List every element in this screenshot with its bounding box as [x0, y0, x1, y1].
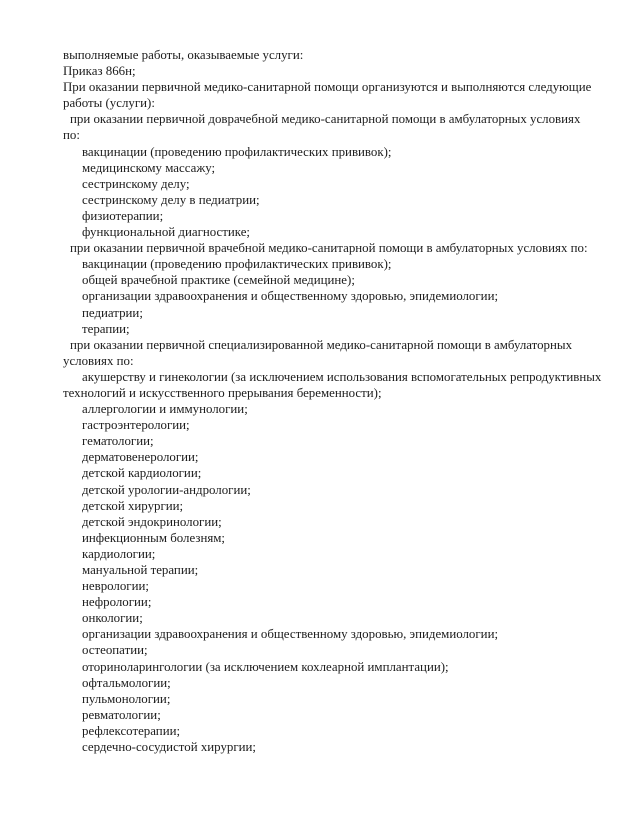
document-line: ревматологии; — [82, 707, 161, 722]
document-line: технологий и искусственного прерывания беременности); — [63, 385, 382, 400]
document-line: общей врачебной практике (семейной медицине); — [82, 273, 355, 288]
document-line: терапии; — [82, 321, 130, 336]
document-line: детской кардиологии; — [82, 466, 202, 481]
document-line: физиотерапии; — [82, 208, 164, 223]
document-line: гематологии; — [82, 434, 154, 449]
document-line: организации здравоохранения и общественному здоровью, эпидемиологии; — [82, 627, 499, 642]
document-line: кардиологии; — [82, 546, 156, 561]
document-line: оториноларингологии (за исключением кохлеарной имплантации); — [82, 659, 449, 674]
document-line: организации здравоохранения и общественному здоровью, эпидемиологии; — [82, 289, 499, 304]
document-line: вакцинации (проведению профилактических прививок); — [82, 144, 392, 159]
document-line: нефрологии; — [82, 595, 152, 610]
document-line: сердечно-сосудистой хирургии; — [82, 740, 257, 755]
document-line: условиях по: — [63, 353, 134, 368]
document-line: неврологии; — [82, 579, 149, 594]
document-line: по: — [63, 128, 80, 143]
document-line: Приказ 866н; — [63, 64, 136, 79]
document-line: При оказании первичной медико-санитарной помощи организуются и выполняются следующие — [63, 80, 592, 95]
document-line: функциональной диагностике; — [82, 225, 251, 240]
document-line: онкологии; — [82, 611, 143, 626]
document-line: инфекционным болезням; — [82, 530, 226, 545]
document-line: выполняемые работы, оказываемые услуги: — [63, 48, 304, 62]
document-line: при оказании первичной специализированной медико-санитарной помощи в амбулаторных — [70, 337, 573, 352]
document-line: детской эндокринологии; — [82, 514, 222, 529]
document-line: вакцинации (проведению профилактических прививок); — [82, 257, 392, 272]
document-line: медицинскому массажу; — [82, 160, 216, 175]
document-line: при оказании первичной доврачебной медико-санитарной помощи в амбулаторных условиях — [70, 112, 581, 127]
document-line: работы (услуги): — [63, 96, 155, 111]
document-line: акушерству и гинекологии (за исключением использования вспомогательных репродуктивных — [82, 369, 602, 384]
document-line: остеопатии; — [82, 643, 148, 658]
document-page — [63, 47, 618, 755]
document-line: детской урологии-андрологии; — [82, 482, 251, 497]
document-line: педиатрии; — [82, 305, 143, 320]
document-line: мануальной терапии; — [82, 563, 199, 577]
document-line: офтальмологии; — [82, 675, 171, 690]
document-line: сестринскому делу в педиатрии; — [82, 192, 260, 207]
document-line: детской хирургии; — [82, 498, 184, 513]
document-line: гастроэнтерологии; — [82, 418, 190, 433]
document-line: пульмонологии; — [82, 691, 171, 706]
document-line: при оказании первичной врачебной медико-санитарной помощи в амбулаторных условиях по: — [70, 241, 588, 256]
document-line: дерматовенерологии; — [82, 450, 199, 465]
document-line: аллергологии и иммунологии; — [82, 402, 248, 417]
document-line: сестринскому делу; — [82, 176, 190, 191]
document-line: рефлексотерапии; — [82, 723, 181, 738]
